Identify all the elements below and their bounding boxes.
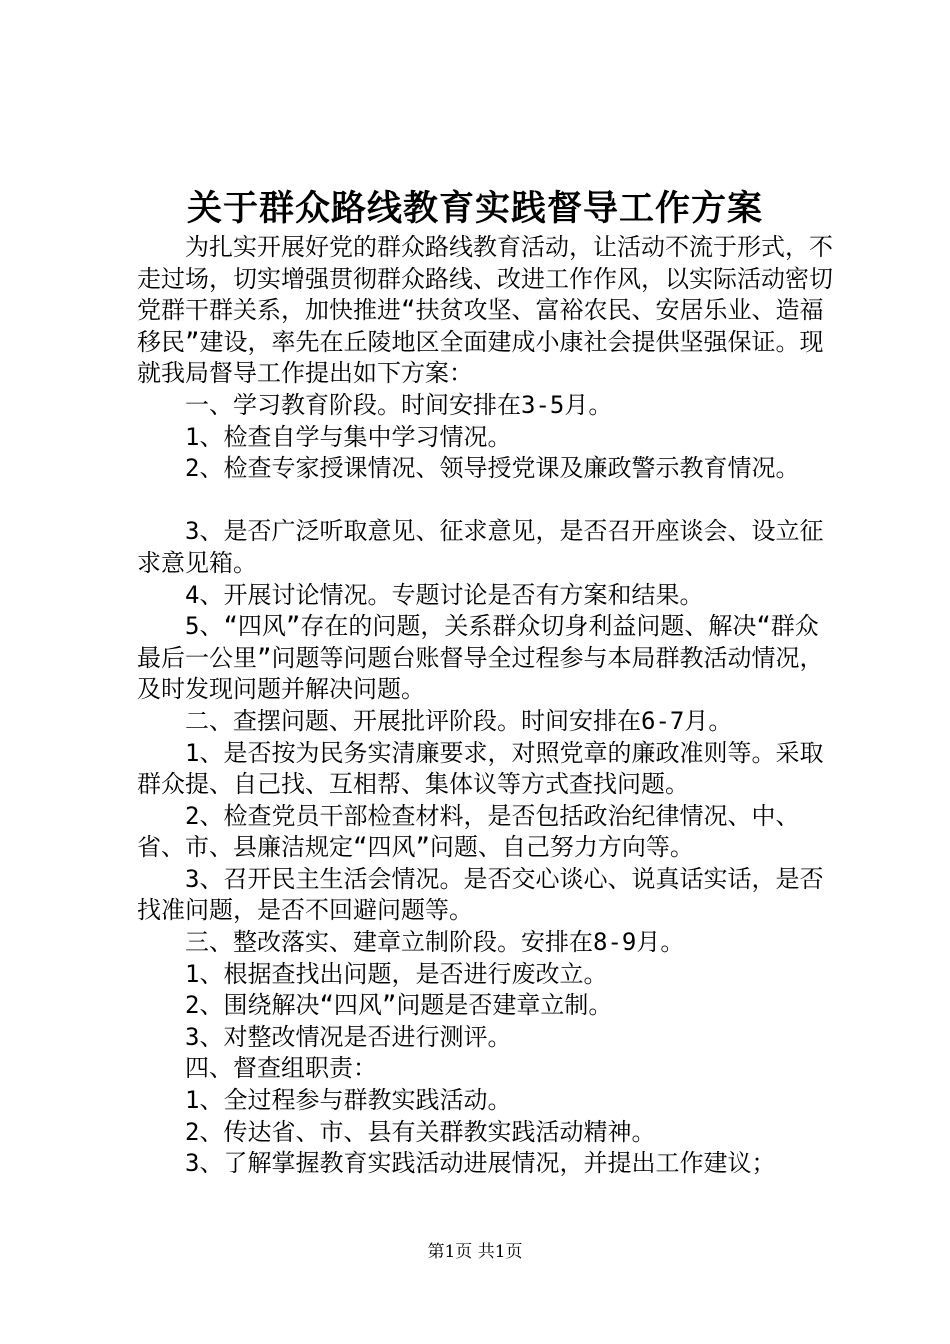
paragraph-item: 3、了解掌握教育实践活动进展情况，并提出工作建议；	[185, 1149, 776, 1178]
paragraph-intro: 为扎实开展好党的群众路线教育活动，让活动不流于形式，不走过场，切实增强贯彻群众路线、改进工作作风，以实际活动密切党群干群关系，加快推进“扶贫攻坚、富裕农民、安居乐业、造福移民”建设，率先在丘陵地区全面建成小康社会提供坚强保证。现就我局督导工作提出如下方案：	[137, 233, 833, 388]
document-title: 关于群众路线教育实践督导工作方案	[186, 188, 763, 229]
paragraph-section-1-heading: 一、学习教育阶段。时间安排在3-5月。	[185, 390, 613, 419]
paragraph-item: 3、召开民主生活会情况。是否交心谈心、说真话实话，是否找准问题，是否不回避问题等。	[137, 864, 824, 925]
paragraph-item: 3、是否广泛听取意见、征求意见，是否召开座谈会、设立征求意见箱。	[137, 517, 824, 577]
paragraph-item: 1、是否按为民务实清廉要求，对照党章的廉政准则等。采取群众提、自己找、互相帮、集体议等方式查找问题。	[137, 738, 824, 799]
paragraph-item: 5、“四风”存在的问题，关系群众切身利益问题、解决“群众最后一公里”问题等问题台账督导全过程参与本局群教活动情况，及时发现问题并解决问题。	[137, 612, 824, 704]
paragraph-item: 2、围绕解决“四风”问题是否建章立制。	[185, 991, 613, 1020]
page-number-footer: 第1页 共1页	[427, 1242, 523, 1262]
paragraph-item: 1、根据查找出问题，是否进行废改立。	[185, 959, 608, 988]
paragraph-item: 3、对整改情况是否进行测评。	[185, 1022, 512, 1051]
paragraph-item: 4、开展讨论情况。专题讨论是否有方案和结果。	[185, 580, 704, 609]
paragraph-item: 1、检查自学与集中学习情况。	[185, 422, 512, 451]
paragraph-section-4-heading: 四、督查组职责：	[185, 1054, 377, 1083]
paragraph-section-3-heading: 三、整改落实、建章立制阶段。安排在8-9月。	[185, 928, 685, 957]
document-body	[137, 232, 833, 1180]
paragraph-section-2-heading: 二、查摆问题、开展批评阶段。时间安排在6-7月。	[185, 706, 733, 735]
paragraph-item: 1、全过程参与群教实践活动。	[185, 1086, 512, 1115]
paragraph-item: 2、检查党员干部检查材料，是否包括政治纪律情况、中、省、市、县廉洁规定“四风”问题、自己努力方向等。	[137, 801, 800, 862]
paragraph-item: 2、检查专家授课情况、领导授党课及廉政警示教育情况。	[185, 454, 800, 483]
paragraph-item: 2、传达省、市、县有关群教实践活动精神。	[185, 1117, 656, 1146]
